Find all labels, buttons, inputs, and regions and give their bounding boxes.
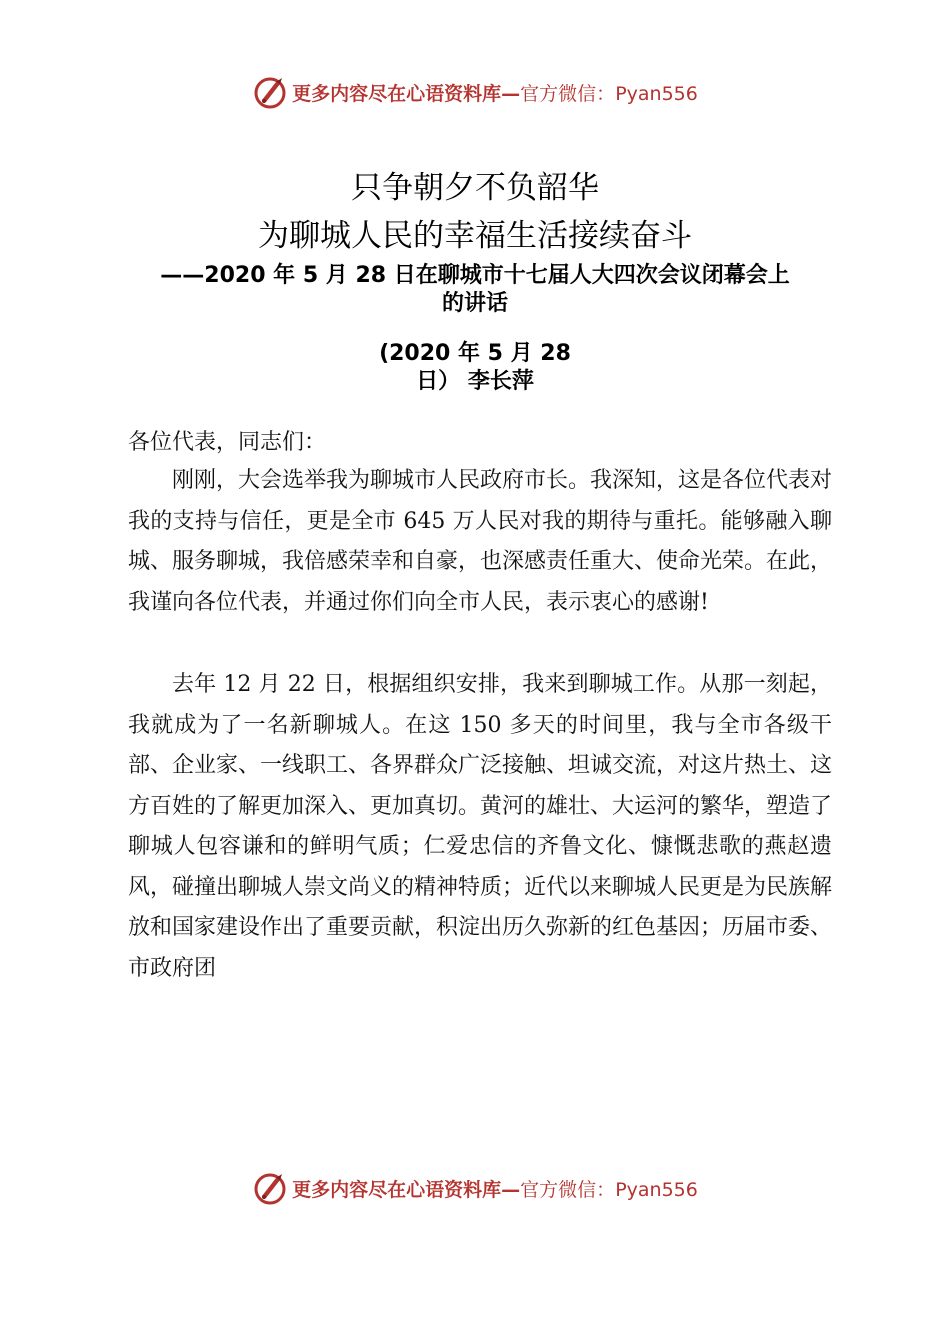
paragraph-1: 刚刚，大会选举我为聊城市人民政府市长。我深知，这是各位代表对我的支持与信任，更是全市 645 万人民对我的期待与重托。能够融入聊城、服务聊城，我倍感荣幸和自豪，也深感责任重大、使命光荣。在此，我谨向各位代表，并通过你们向全市人民，表示衷心的感谢! xyxy=(128,468,833,615)
banner-text xyxy=(292,1175,698,1202)
document-title-line-1: 只争朝夕不负韶华 xyxy=(351,170,599,206)
footer-banner xyxy=(0,1166,950,1210)
banner-library-text: 更多内容尽在心语资料库— xyxy=(292,82,521,105)
paragraph-2: 去年 12 月 22 日，根据组织安排，我来到聊城工作。从那一刻起，我就成为了一名新聊城人。在这 150 多天的时间里，我与全市各级干部、企业家、一线职工、各界群众广泛接触、坦诚交流，对这片热土、这方百姓的了解更加深入、更加真切。黄河的雄壮、大运河的繁华，塑造了聊城人包容谦和的鲜明气质；仁爱忠信的齐鲁文化、慷慨悲歌的燕赵遗风，碰撞出聊城人崇文尚义的精神特质；近代以来聊城人民更是为民族解放和国家建设作出了重要贡献，积淀出历久弥新的红色基因；历届市委、市政府团 xyxy=(128,672,833,981)
banner-wechat-id: Pyan556 xyxy=(615,82,698,105)
document-date-line-1: (2020 年 5 月 28 xyxy=(379,341,571,366)
document-title-line-2: 为聊城人民的幸福生活接续奋斗 xyxy=(258,218,692,254)
banner-wechat-label: 官方微信： xyxy=(520,1178,616,1201)
banner-text xyxy=(292,79,698,106)
document-author-line: 日） 李长萍 xyxy=(416,369,534,394)
banner-wechat-id: Pyan556 xyxy=(615,1178,698,1201)
red-quill-seal-icon xyxy=(252,1170,288,1206)
banner-library-text: 更多内容尽在心语资料库— xyxy=(292,1178,521,1201)
header-banner xyxy=(0,70,950,114)
document-subtitle-line-1: ——2020 年 5 月 28 日在聊城市十七届人大四次会议闭幕会上 xyxy=(160,263,790,288)
banner-wechat-label: 官方微信： xyxy=(520,82,616,105)
red-quill-seal-icon xyxy=(252,74,288,110)
salutation: 各位代表，同志们： xyxy=(128,430,327,455)
document-subtitle-line-2: 的讲话 xyxy=(441,291,508,316)
